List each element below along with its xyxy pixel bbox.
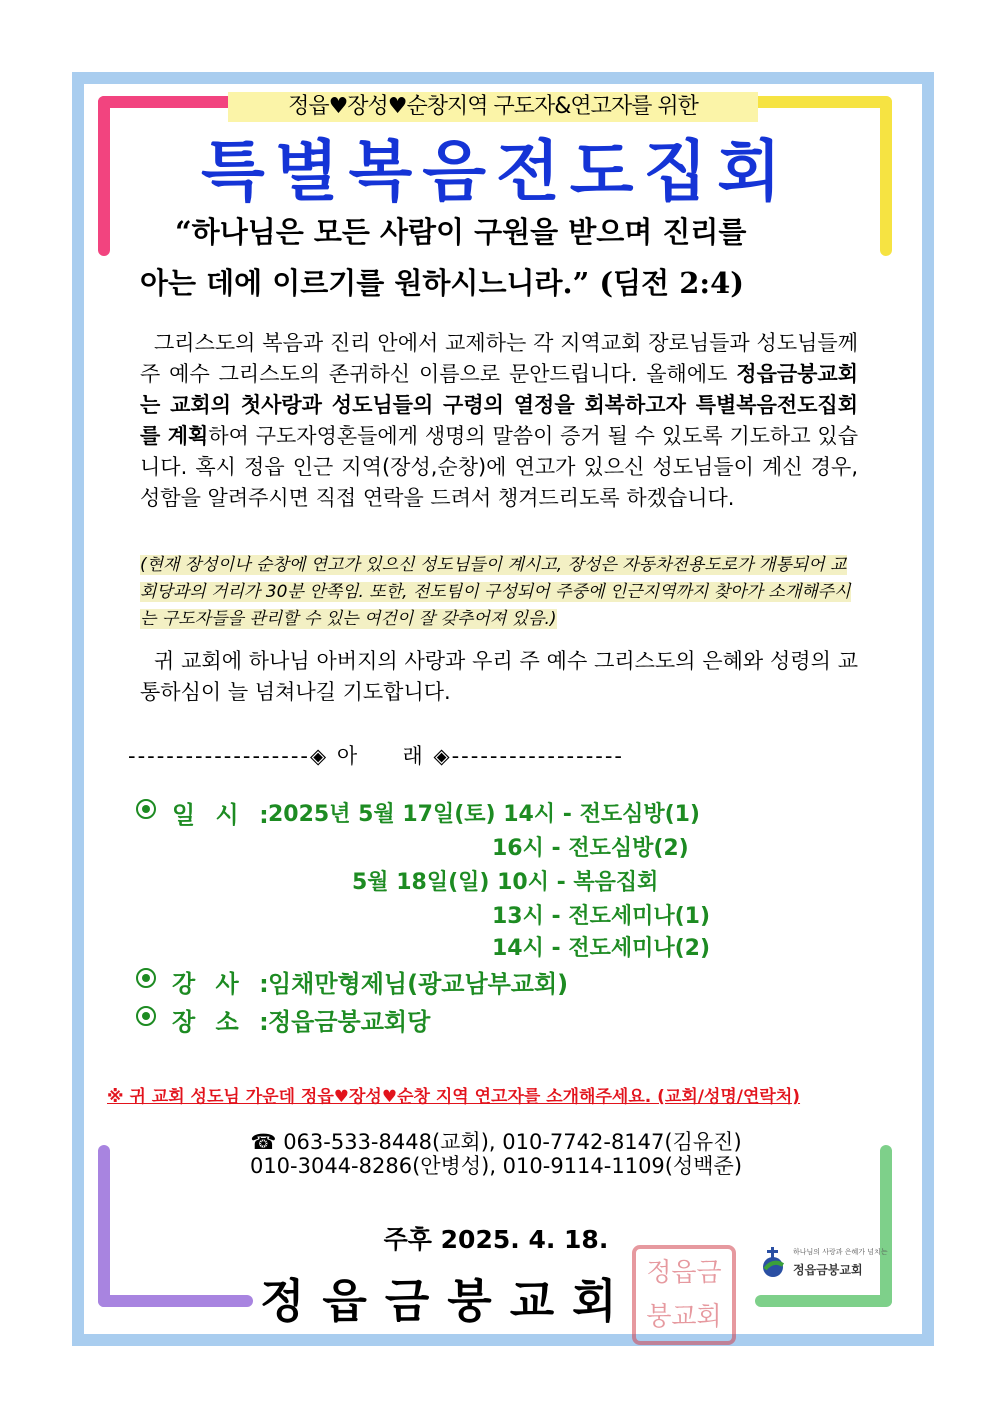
contact-line-1: ☎ 063-533-8448(교회), 010-7742-8147(김유진) — [250, 1130, 742, 1154]
date-line-2: 16시 - 전도심방(2) — [492, 836, 689, 861]
divider-left: -------------------◈ — [128, 744, 329, 768]
event-title: 특별복음전도집회 — [200, 132, 792, 210]
corner-top-left-bar — [98, 96, 238, 108]
speaker-label: 강 사 : — [172, 970, 275, 998]
date-line-1: 2025년 5월 17일(토) 14시 - 전도심방(1) — [268, 802, 700, 827]
date-label: 일 시 : — [172, 801, 275, 829]
greeting-text-c: 하여 구도자영혼들에게 생명의 말씀이 증거 될 수 있도록 기도하고 있습니다. 혹시 정읍 인근 지역(장성,순창)에 연고가 있으신 성도님들이 계신 경우, 성함을 알려주시면 직접 연락을 드려서 챙겨드리도록 하겠습니다. — [140, 424, 859, 510]
church-logo-icon — [758, 1245, 788, 1279]
church-logo — [758, 1245, 888, 1285]
place-label: 장 소 : — [172, 1008, 275, 1036]
bullet-icon — [136, 968, 156, 988]
seal-text: 정읍금붕교회 — [646, 1258, 722, 1332]
blessing-paragraph: 귀 교회에 하나님 아버지의 사랑과 우리 주 예수 그리스도의 은혜와 성령의 교통하심이 늘 넘쳐나길 기도합니다. — [140, 649, 858, 704]
section-divider — [128, 740, 868, 770]
referral-request: ※ 귀 교회 성도님 가운데 정읍♥장성♥순창 지역 연고자를 소개해주세요. (교회/성명/연락처) — [107, 1087, 801, 1107]
church-name: 정읍금붕교회 — [260, 1274, 635, 1328]
corner-bottom-right-bar — [755, 1295, 892, 1307]
speaker-value: 임채만형제님(광교남부교회) — [268, 970, 569, 998]
verse-line-1: “하나님은 모든 사람이 구원을 받으며 진리를 — [175, 215, 747, 249]
note-text: (현재 장성이나 순창에 연고가 있으신 성도님들이 계시고, 장성은 자동차전용도로가 개통되어 교회당과의 거리가 30분 안쪽임. 또한, 전도팀이 구성되어 주중에 인근지역까지 찾아가 소개해주시는 구도자들을 관리할 수 있는 여건이 잘 갖추어져 있음.) — [140, 555, 851, 629]
corner-top-right-bar — [752, 96, 892, 108]
event-subtitle: 정읍♥장성♥순창지역 구도자&연고자를 위한 — [228, 92, 758, 122]
note-paragraph — [140, 552, 858, 633]
date-line-4: 13시 - 전도세미나(1) — [492, 904, 710, 929]
logo-name: 정읍금붕교회 — [793, 1263, 863, 1277]
verse-line-2: 아는 데에 이르기를 원하시느니라.” (딤전 2:4) — [140, 266, 744, 300]
place-value: 정읍금붕교회당 — [268, 1008, 431, 1036]
corner-bottom-left-bar — [98, 1295, 253, 1307]
divider-text: 아 래 — [336, 744, 425, 768]
greeting-text-a: 그리스도의 복음과 진리 안에서 교제하는 각 지역교회 장로님들과 성도님들께 주 예수 그리스도의 존귀하신 이름으로 문안드립니다. 올해에도 — [140, 331, 858, 386]
bullet-icon — [136, 1006, 156, 1026]
contact-line-2: 010-3044-8286(안병성), 010-9114-1109(성백준) — [249, 1154, 743, 1178]
greeting-paragraph — [140, 328, 858, 514]
date-line-3: 5월 18일(일) 10시 - 복음집회 — [352, 870, 659, 895]
date-line-5: 14시 - 전도세미나(2) — [492, 936, 710, 961]
divider-right: ◈------------------ — [433, 744, 625, 768]
church-seal — [632, 1245, 736, 1345]
logo-tagline: 하나님의 사랑과 은혜가 넘치는 — [793, 1248, 888, 1256]
bullet-icon — [136, 799, 156, 819]
greeting-text-bold: 정읍금붕교회는 교회의 첫사랑과 성도님들의 구령의 열정을 회복하고자 특별복음전도집회를 계획 — [140, 362, 858, 448]
issue-date: 주후 2025. 4. 18. — [383, 1225, 609, 1254]
